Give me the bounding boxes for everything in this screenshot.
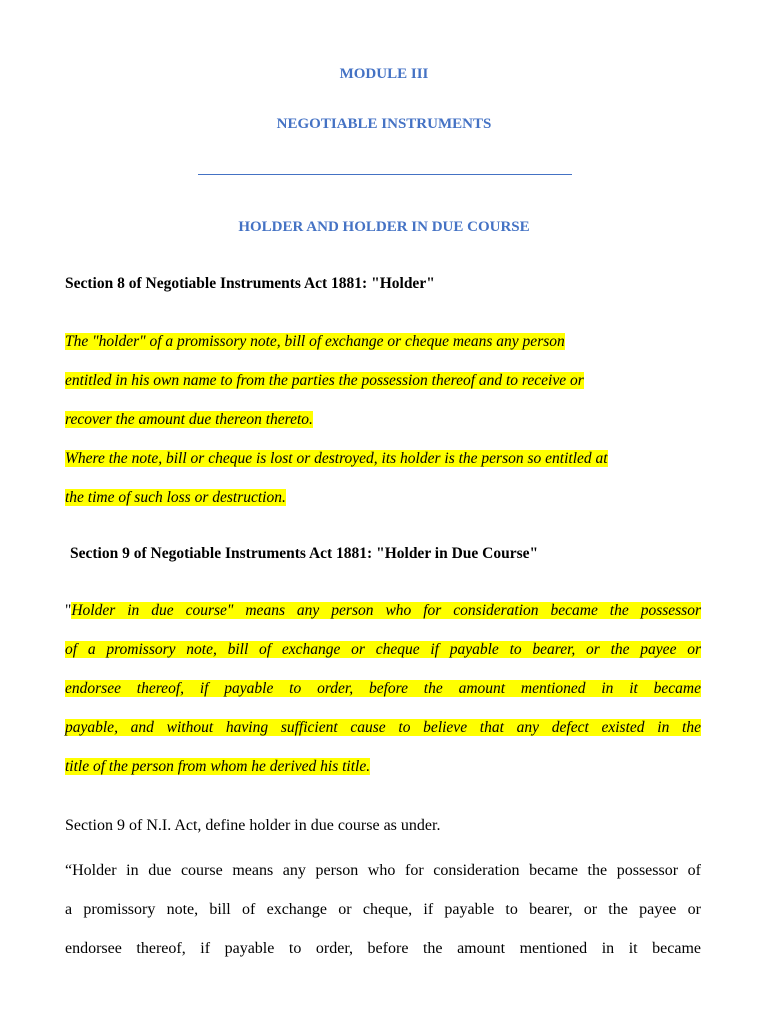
module-title: MODULE III (339, 66, 429, 82)
section8-line: Where the note, bill or cheque is lost or destroyed, its holder is the person so entitled at (65, 450, 608, 467)
open-quote: " (65, 602, 72, 619)
section8-line: The "holder" of a promissory note, bill of exchange or cheque means any person (65, 333, 565, 350)
section8-definition (65, 322, 701, 517)
section9-ni-line: endorsee thereof, if payable to order, before the amount mentioned in it became (65, 940, 701, 957)
section9-line: title of the person from whom he derived his title. (65, 758, 371, 775)
section9-line: payable, and without having sufficient cause to believe that any defect existed in the (65, 719, 701, 736)
section9-ni-line: a promissory note, bill of exchange or cheque, if payable to bearer, or the payee or (65, 901, 701, 918)
section9-line: of a promissory note, bill of exchange or cheque if payable to bearer, or the payee or (65, 641, 701, 658)
separator-line (198, 174, 572, 175)
section9-heading: Section 9 of Negotiable Instruments Act 1881: "Holder in Due Course" (70, 545, 539, 562)
section8-heading: Section 8 of Negotiable Instruments Act 1881: "Holder" (65, 275, 435, 292)
section9-line: endorsee thereof, if payable to order, before the amount mentioned in it became (65, 680, 701, 697)
section8-line: recover the amount due thereon thereto. (65, 411, 313, 428)
section8-line: the time of such loss or destruction. (65, 489, 286, 506)
section9-ni-definition (65, 851, 701, 968)
subject-title: NEGOTIABLE INSTRUMENTS (276, 116, 492, 132)
section9-ni-line: “Holder in due course means any person who for consideration became the possessor of (65, 862, 701, 879)
section9-ni-intro: Section 9 of N.I. Act, define holder in due course as under. (65, 817, 441, 834)
section8-line: entitled in his own name to from the parties the possession thereof and to receive or (65, 372, 584, 389)
section9-definition (65, 591, 701, 786)
topic-title: HOLDER AND HOLDER IN DUE COURSE (238, 219, 530, 235)
section9-line: Holder in due course" means any person who for consideration became the possessor (71, 602, 701, 619)
